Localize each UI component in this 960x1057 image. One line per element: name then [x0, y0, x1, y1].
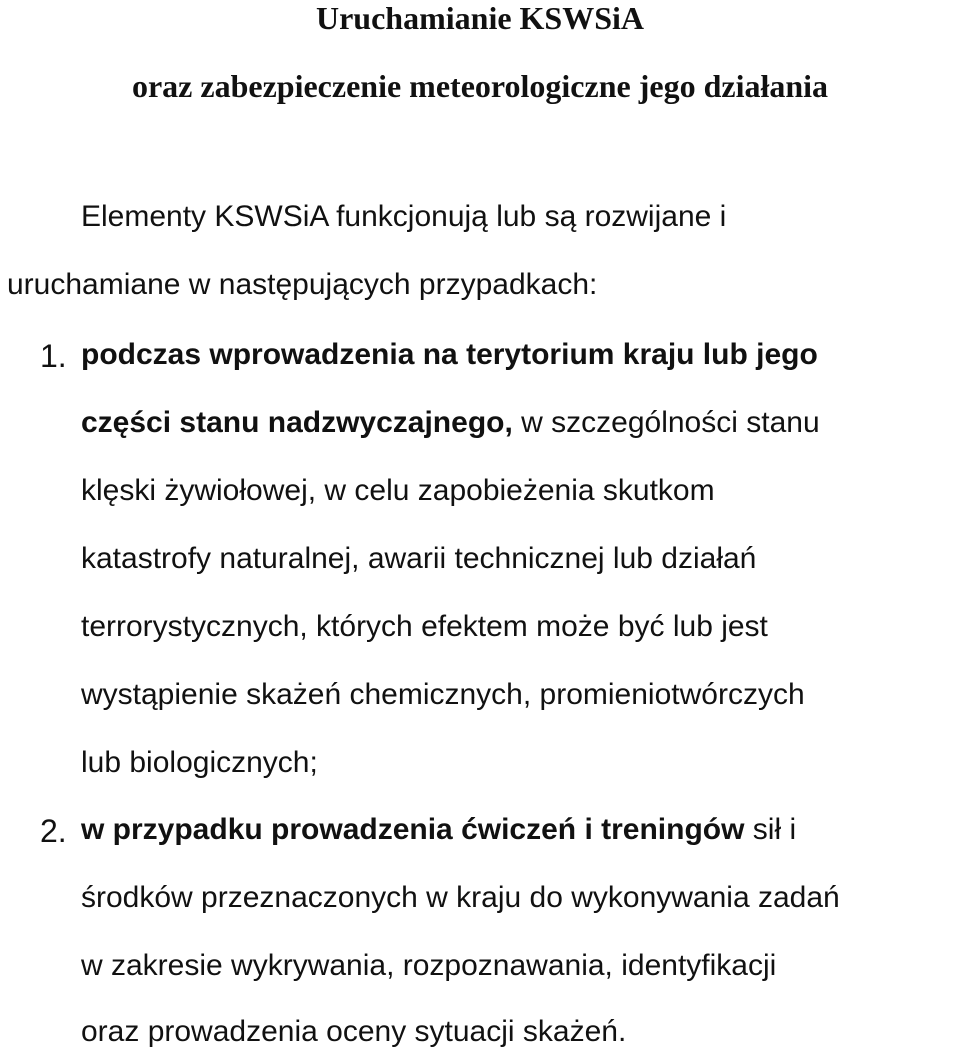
title-line-1: Uruchamianie KSWSiA [315, 0, 645, 36]
list-item-2-line-3: w zakresie wykrywania, rozpoznawania, identyfikacji [81, 949, 777, 982]
list-item-1-rest-line-2: w szczególności stanu [512, 406, 820, 439]
list-item-1-line-5: terrorystycznych, których efektem może być lub jest [81, 610, 768, 643]
list-item-2-line-4: oraz prowadzenia oceny sytuacji skażeń. [81, 1015, 627, 1048]
list-item-1-bold-line-1: podczas wprowadzenia na terytorium kraju lub jego [81, 338, 818, 371]
list-item-1-line-4: katastrofy naturalnej, awarii technicznej lub działań [81, 542, 757, 575]
list-item-1-line-3: klęski żywiołowej, w celu zapobieżenia skutkom [81, 474, 715, 507]
intro-line-1: Elementy KSWSiA funkcjonują lub są rozwijane i [81, 200, 727, 233]
list-item-2-line-1 [81, 815, 796, 845]
list-item-1-line-2 [81, 408, 820, 438]
list-item-1-line-6: wystąpienie skażeń chemicznych, promieniotwórczych [81, 678, 805, 711]
list-item-number-2: 2. [40, 813, 67, 849]
list-item-2-bold-line-1: w przypadku prowadzenia ćwiczeń i treningów [81, 813, 745, 846]
intro-line-2: uruchamiane w następujących przypadkach: [7, 268, 598, 301]
list-item-number-1: 1. [40, 338, 67, 374]
list-item-1-line-7: lub biologicznych; [81, 746, 318, 779]
list-item-2-line-2: środków przeznaczonych w kraju do wykonywania zadań [81, 881, 840, 914]
list-item-2-rest-line-1: sił i [744, 813, 797, 846]
title-line-2: oraz zabezpieczenie meteorologiczne jego działania [131, 68, 829, 104]
list-item-1-bold-line-2: części stanu nadzwyczajnego, [81, 406, 513, 439]
